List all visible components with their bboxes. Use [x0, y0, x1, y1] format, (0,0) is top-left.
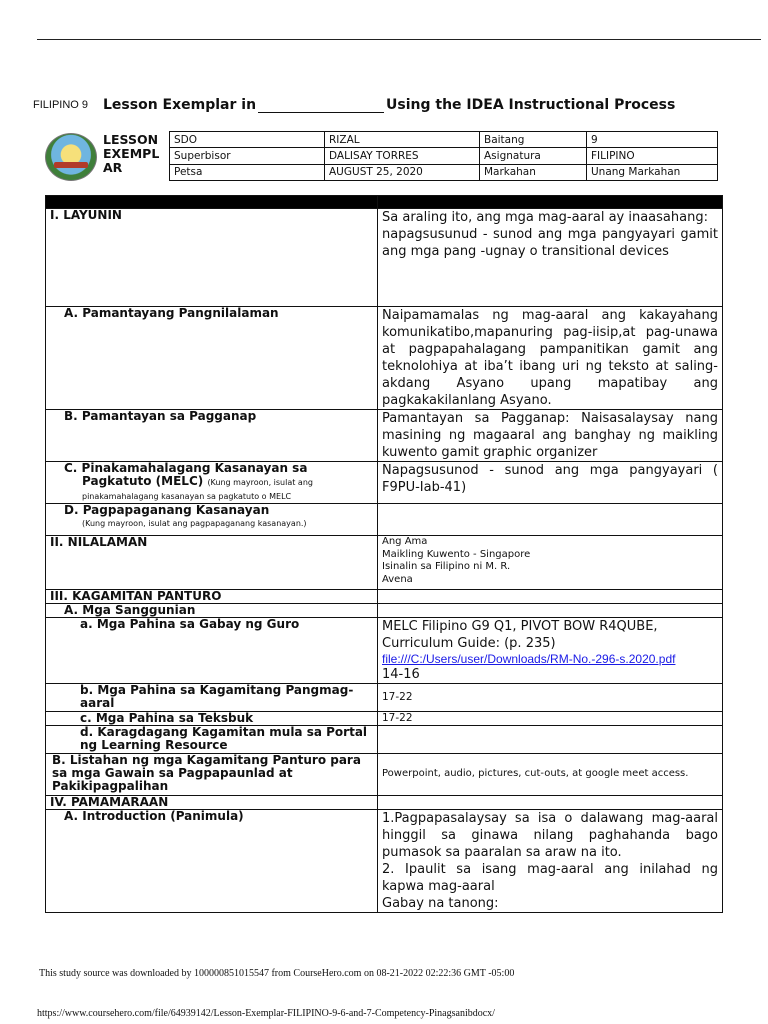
table-row — [46, 810, 723, 913]
pamamaraan-label: IV. PAMAMARAAN — [46, 796, 378, 810]
title-part1: Lesson Exemplar in — [103, 97, 257, 113]
intro-item-2: 2. Ipaulit sa isang mag-aaral ang inilahad ng kapwa mag-aaral — [382, 862, 718, 894]
pagpapaganang-note: (Kung mayroon, isulat ang pagpapaganang kasanayan.) — [82, 519, 307, 528]
table-row — [46, 726, 723, 754]
header-cell: Baitang — [480, 132, 587, 148]
header-cell: Unang Markahan — [587, 164, 718, 180]
nilalaman-value: Ang Ama Maikling Kuwento - Singapore Isinalin sa Filipino ni M. R. Avena — [378, 536, 723, 590]
karagdagan-value — [378, 726, 723, 754]
pangmag-aaral-value: 17-22 — [378, 684, 723, 712]
table-row — [46, 462, 723, 504]
deped-seal-logo — [45, 133, 97, 181]
header-cell: FILIPINO — [587, 148, 718, 164]
pamantayang-pangnilalaman-value: Naipamamalas ng mag-aaral ang kakayahang komunikatibo,mapanuring pag-iisip,at pag-unawa at pagpapahalagang pampanitikan gamit ang teknolohiya at iba’t ibang uri ng teksto at saling-akdang Asyano upang mapatibay ang pagkakakilanlang Asyano. — [378, 307, 723, 410]
header-cell: Petsa — [170, 164, 325, 180]
pagpapaganang-label: D. Pagpapaganang Kasanayan — [64, 503, 270, 517]
header-cell: AUGUST 25, 2020 — [325, 164, 480, 180]
karagdagan-label: d. Karagdagang Kagamitan mula sa Portal ng Learning Resource — [46, 726, 378, 754]
header-cell: SDO — [170, 132, 325, 148]
intro-item-1: 1.Pagpapasalaysay sa isa o dalawang mag-aaral hinggil sa ginawa nilang paghahanda bago pumasok sa paaralan sa araw na ito. — [382, 811, 718, 860]
title-text — [103, 97, 675, 113]
header-cell: RIZAL — [325, 132, 480, 148]
header-info-table — [45, 131, 718, 180]
table-row — [46, 209, 723, 307]
header-cell: 9 — [587, 132, 718, 148]
melc-cell — [46, 462, 378, 504]
melc-value: Napagsusunod - sunod ang mga pangyayari ( F9PU-Iab-41) — [378, 462, 723, 504]
lesson-exemplar-label: LESSON EXEMPL AR — [103, 131, 160, 175]
kagamitan-label: III. KAGAMITAN PANTURO — [46, 590, 378, 604]
pamantayan-pagganap-value: Pamantayan sa Pagganap: Naisasalaysay nang masining ng magaaral ang banghay ng maikling kuwento gamit graphic organizer — [378, 410, 723, 462]
layunin-value: Sa araling ito, ang mga mag-aaral ay inaasahang: napagsusunud - sunod ang mga pangyayari gamit ang mga pang -ugnay o transitional devices — [378, 209, 723, 307]
document-title — [33, 97, 733, 117]
teksbuk-value: 17-22 — [378, 712, 723, 726]
lesson-table — [45, 195, 722, 913]
pamantayang-pangnilalaman-label: A. Pamantayang Pangnilalaman — [46, 307, 378, 410]
table-row — [46, 712, 723, 726]
table-row — [46, 307, 723, 410]
sanggunian-label: A. Mga Sanggunian — [46, 604, 378, 618]
title-part2: Using the IDEA Instructional Process — [386, 97, 676, 113]
gabay-file-link[interactable]: file:///C:/Users/user/Downloads/RM-No.-296-s.2020.pdf — [382, 652, 676, 666]
subject-label: FILIPINO 9 — [33, 99, 89, 111]
table-row — [46, 618, 723, 684]
source-url[interactable]: https://www.coursehero.com/file/64939142/Lesson-Exemplar-FILIPINO-9-6-and-7-Competency-Pinagsanibdocx/ — [37, 1008, 495, 1019]
table-row — [46, 684, 723, 712]
melc-label-2: Pagkatuto (MELC) — [82, 474, 204, 488]
gabay-cell — [378, 618, 723, 684]
pamantayan-pagganap-label: B. Pamantayan sa Pagganap — [46, 410, 378, 462]
table-row — [46, 754, 723, 796]
header-cell: Asignatura — [480, 148, 587, 164]
melc-label: C. Pinakamahalagang Kasanayan sa — [64, 461, 308, 475]
header-cell: DALISAY TORRES — [325, 148, 480, 164]
logo-cell — [45, 132, 97, 181]
pagpapaganang-value — [378, 504, 723, 536]
gabay-label: a. Mga Pahina sa Gabay ng Guro — [46, 618, 378, 684]
gabay-value: MELC Filipino G9 Q1, PIVOT BOW R4QUBE, Curriculum Guide: (p. 235) — [382, 619, 658, 651]
introduction-label: A. Introduction (Panimula) — [46, 810, 378, 913]
table-header-bar — [46, 196, 723, 209]
table-row — [46, 604, 723, 618]
header-cell: Markahan — [480, 164, 587, 180]
title-blank-line — [258, 99, 384, 113]
introduction-cell — [378, 810, 723, 913]
teksbuk-label: c. Mga Pahina sa Teksbuk — [46, 712, 378, 726]
table-row — [46, 410, 723, 462]
nilalaman-label: II. NILALAMAN — [46, 536, 378, 590]
table-row — [46, 796, 723, 810]
table-row — [46, 504, 723, 536]
melc-note: (Kung mayroon, isulat ang pinakamahalagang kasanayan sa pagkatuto o MELC — [82, 478, 313, 501]
layunin-label: I. LAYUNIN — [46, 209, 378, 307]
listahan-label: B. Listahan ng mga Kagamitang Panturo para sa mga Gawain sa Pagpapaunlad at Pakikipagpalihan — [46, 754, 378, 796]
header-cell: Superbisor — [170, 148, 325, 164]
pangmag-aaral-label: b. Mga Pahina sa Kagamitang Pangmag-aaral — [46, 684, 378, 712]
intro-item-3: Gabay na tanong: — [382, 896, 499, 911]
pagpapaganang-cell — [46, 504, 378, 536]
download-notice: This study source was downloaded by 100000851015547 from CourseHero.com on 08-21-2022 02:22:36 GMT -05:00 — [39, 968, 515, 979]
gabay-pages: 14-16 — [382, 667, 420, 682]
listahan-value: Powerpoint, audio, pictures, cut-outs, at google meet access. — [378, 754, 723, 796]
top-rule — [37, 39, 761, 40]
table-row — [46, 590, 723, 604]
table-row — [46, 536, 723, 590]
